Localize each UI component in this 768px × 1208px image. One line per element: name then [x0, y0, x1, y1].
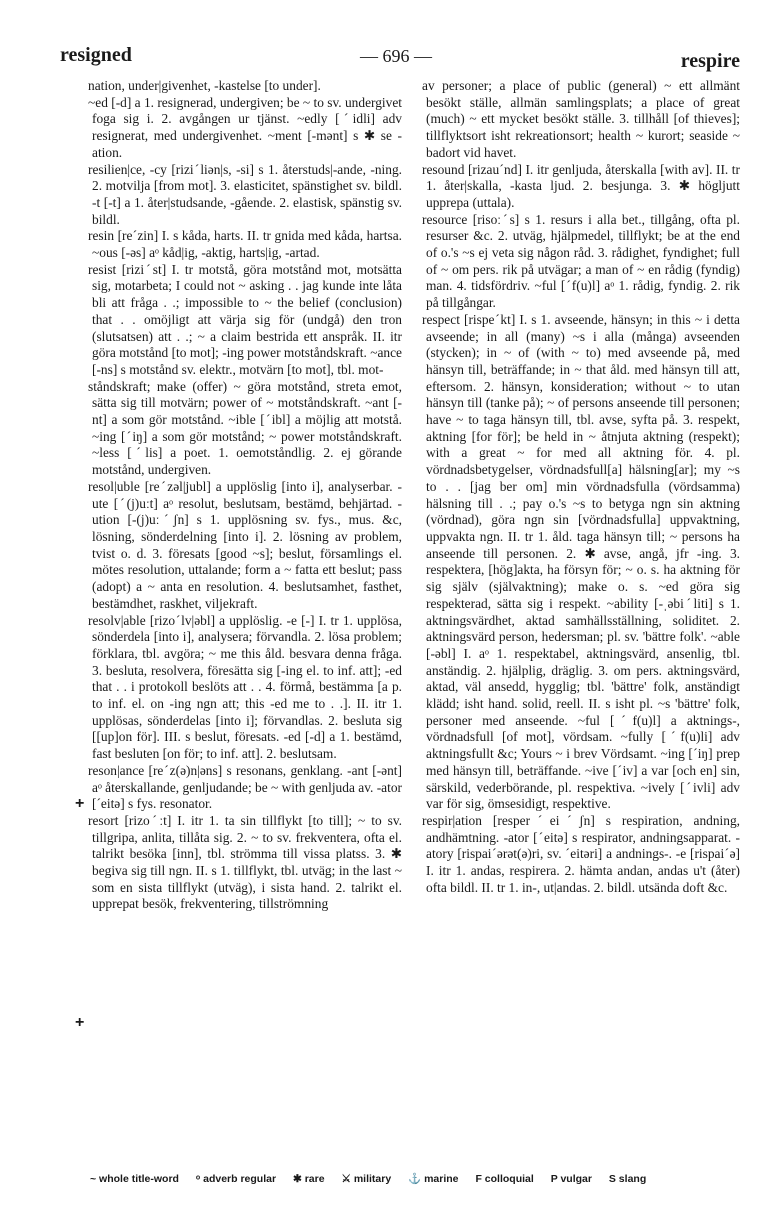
- plus-marker-resort: +: [75, 1014, 85, 1031]
- abbreviation-legend: [90, 1172, 730, 1192]
- legend-military: ⚔ military: [341, 1173, 392, 1185]
- right-guide-word: respire: [680, 50, 740, 72]
- legend-whole-title-word: ~ whole title-word: [90, 1173, 179, 1185]
- legend-colloquial: F colloquial: [475, 1173, 534, 1185]
- entry-resort-cont: av personer; a place of public (general) ~ ett allmänt besökt ställe, allmän samlingsplats; a place of great (much) ~ ett mycket besökt ställe. 3. tillhåll [of thieves]; tillflyktsort isht rekreationsort; health ~ kurort; seaside ~ badort vid havet.: [422, 78, 740, 160]
- page-header: [60, 40, 740, 72]
- legend-vulgar: P vulgar: [550, 1173, 592, 1185]
- entry-resound: resound [rizauˊnd] I. itr genljuda, återskalla [with av]. II. tr 1. åter|skalla, -kasta ljud. 2. besjunga. 3. ✱ högljutt upprepa (uttala).: [422, 161, 740, 210]
- entry-resource: resource [risoːˊs] s 1. resurs i alla bet., tillgång, ofta pl. resurser &c. 2. utväg, hjälpmedel, tillflykt; be at the end of o.'s ~s ej veta sig någon råd. 3. rådighet, fyndighet; full of ~ om pers. rik på utvägar; a man of ~ en rådig (fyndig) man. 4. tidsfördriv. ~ful [ˊf(u)l] aᵒ 1. rådig, fyndig. 2. rik på tillgångar.: [422, 211, 740, 311]
- legend-marine: ⚓ marine: [408, 1173, 459, 1185]
- left-guide-word: resigned: [60, 44, 132, 66]
- entry-resonance: reson|ance [reˊz(ə)n|əns] s resonans, genklang. -ant [-ənt] aᵒ återskallande, genljudande; be ~ with genljuda av. -ator [ˊeitə] s fys. resonator.: [88, 762, 402, 812]
- right-column: [422, 78, 740, 896]
- legend-rare: ✱ rare: [292, 1173, 325, 1185]
- entry-nation: nation, under|givenhet, -kastelse [to under].: [88, 78, 321, 93]
- entry-resigned: ~ed [-d] a 1. resignerad, undergiven; be ~ to sv. undergivet foga sig i. 2. avgången ur tjänst. ~edly [ˊidli] adv resignerat, med undergivenhet. ~ment [-mənt] s ✱ se -ation.: [88, 94, 402, 160]
- entry-resistance-cont: ståndskraft; make (offer) ~ göra motstånd, streta emot, sätta sig till motvärn; power of ~ motståndskraft. ~ant [-nt] a som gör motstånd. ~ible [ˊibl] a möjlig att motstå. ~ing [ˊiŋ] a som gör motstånd; ~ power motståndskraft. ~less [ˊlis] a poet. 1. oemotståndlig. 2. ej görande motstånd, undergiven.: [88, 378, 402, 478]
- entry-resist: resist [riziˊst] I. tr motstå, göra motstånd mot, motsätta sig, motarbeta; I could not ~ asking . . jag kunde inte låta bli att fråga . .; impossible to ~ the belief (conclusion) that . . omöjligt att värja sig för (undgå) den tron (slutsatsen) att . .; ~ a claim bestrida ett anspråk. II. itr göra motstånd [to mot]; -ing power motståndskraft. ~ance [-ns] s motstånd sv. elektr., motvärn [to mot], tbl. mot-: [88, 261, 402, 377]
- entry-resin: resin [reˊzin] I. s kåda, harts. II. tr gnida med kåda, hartsa. ~ous [-əs] aᵒ kåd|ig, -aktig, harts|ig, -artad.: [88, 228, 402, 261]
- page-number: — 696 —: [360, 46, 432, 66]
- legend-slang: S slang: [608, 1173, 647, 1185]
- entry-resolvable: resolv|able [rizoˊlv|əbl] a upplöslig. -e [-] I. tr 1. upplösa, sönderdela [into i], analysera; förvandla. 2. lösa problem; förklara, tbl. avgöra; ~ me this åld. besvara denna fråga. 3. besluta, resolvera, föresätta sig [-ing el. to inf. att]; -ed that . . i protokoll beslöts att . . 4. förmå, bestämma [a p. to inf. el. on -ing ngn att; this -ed me to . .]. II. itr 1. upplösas, sönderdelas [into i]; förvandlas. 2. besluta sig [[up]on för]. III. s beslut, föresats. -ed [-d] a 1. bestämd, fast besluten [on för; to inf. att]. 2. beslutsam.: [88, 612, 402, 762]
- left-column: [88, 78, 402, 913]
- entry-respiration: respir|ation [resperˊeiˊʃn] s respiration, andning, andhämtning. -ator [ˊeitə] s respirator, andningsapparat. -atory [rispaiˊərət(ə)ri, sv. ˊeitəri] a andnings-. -e [rispaiˊə] I. itr 1. andas, respirera. 2. hämta andan, andas u't (åter) ofta bildl. II. tr 1. in-, ut|andas. 2. bildl. utsända doft &c.: [422, 812, 740, 895]
- entry-resoluble: resol|uble [reˊzəl|jubl] a upplöslig [into i], analyserbar. -ute [ˊ(j)uːt] aᵒ resolut, beslutsam, bestämd, behjärtad. -ution [-(j)uːˊʃn] s 1. upplösning sv. fys., mus. &c, lösning, sönderdelning [into i]. 2. lösning av problem, tvist o. d. 3. föresats [good ~s]; beslut, församlings el. mötes resolution, uttalande; form a ~ fatta ett beslut; pass (adopt) a ~ anta en resolution. 4. beslutsamhet, fasthet, bestämdhet, raskhet, viljekraft.: [88, 478, 402, 611]
- entry-resort: resort [rizoˊːt] I. itr 1. ta sin tillflykt [to till]; ~ to sv. tillgripa, anlita, tillåta sig. 2. ~ to sv. frekventera, ofta el. talrikt besöka [inn], tbl. strömma till vissa platss. 3. ✱ begiva sig till ngn. II. s 1. tillflykt, tbl. utväg; in the last ~ som en sista tillflykt (utväg), i sista hand. 2. talrikt el. upprepat besök, frekventering, tillströmning: [88, 812, 402, 912]
- legend-adverb-regular: ᵒ adverb regular: [195, 1173, 277, 1185]
- entry-resilience: resilien|ce, -cy [riziˊliən|s, -si] s 1. återstuds|-ande, -ning. 2. motvilja [from mot]. 3. elasticitet, spänstighet sv. bildl. -t [-t] a 1. åter|studsande, -gående. 2. elastisk, spänstig sv. bildl.: [88, 161, 402, 227]
- entry-respect: respect [rispeˊkt] I. s 1. avseende, hänsyn; in this ~ i detta avseende; in all (many) ~s i alla (många) avseenden (stycken); in ~ of (with ~ to) med avseende på, med hänsyn till, beträffande; in ~ that åld. med hänsyn till att, eftersom. 2. hänsyn, konsideration; without ~ to utan hänsyn till (tanke på); ~ of persons anseende till personen; have ~ to taga hänsyn till, tbl. avse, syfta på. 3. respekt, aktning [for för]; be held in ~ åtnjuta aktning (respekt); with a great ~ for med all aktning för. 4. pl. vördnadsbetygelser, vördnadsfull[a] hälsning[ar]; my ~s to . . [jag ber om] min vördnadsfulla (vördsamma) hälsning till . .; pay o.'s ~s to betyga ngn sin aktning (vördnad), göra ngn sin [vördnadsfulla] uppvaktning, uppvakta ngn. II. tr 1. åld. taga hänsyn till; ~ persons ha anseende till personen. 2. ✱ avse, angå, jfr -ing. 3. respektera, [hög]akta, ha försyn för; ~ o. s. ha aktning för sig själv (självaktning); make o. s. ~ed göra sig respekterad, sätta sig i respekt. ~ability [-ˌəbiˊliti] s 1. aktningsvärdhet, aktad samhällsställning, soliditet. 2. aktningsvärd person, hedersman; pl. sv. 'bättre folk'. ~able [-əbl] I. aᵒ 1. respektabel, aktningsvärd, ansenlig, tbl. anständig. 2. hjälplig, dräglig. 3. om pers. aktningsvärd, aktad, väl ansedd, hygglig; tbl. 'bättre' folk, anständigt klädd; isht hand. solid, reell. II. s isht pl. ~s 'bättre' folk, personer med anseende. ~ful [ˊf(u)l] a aktnings-, vördnadsfull [of mot], vördsam. ~fully [ˊf(u)li] adv aktningsfullt &c; Yours ~ i brev Vördsamt. ~ing [ˊiŋ] prep med hänsyn till, beträffande. ~ive [ˊiv] a var [och en] sin, särskild, vederbörande, pl. respektiva. ~ively [ˊivli] adv var för sig, ömsesidigt, respektive.: [422, 311, 740, 812]
- plus-marker-resistance: +: [75, 795, 85, 812]
